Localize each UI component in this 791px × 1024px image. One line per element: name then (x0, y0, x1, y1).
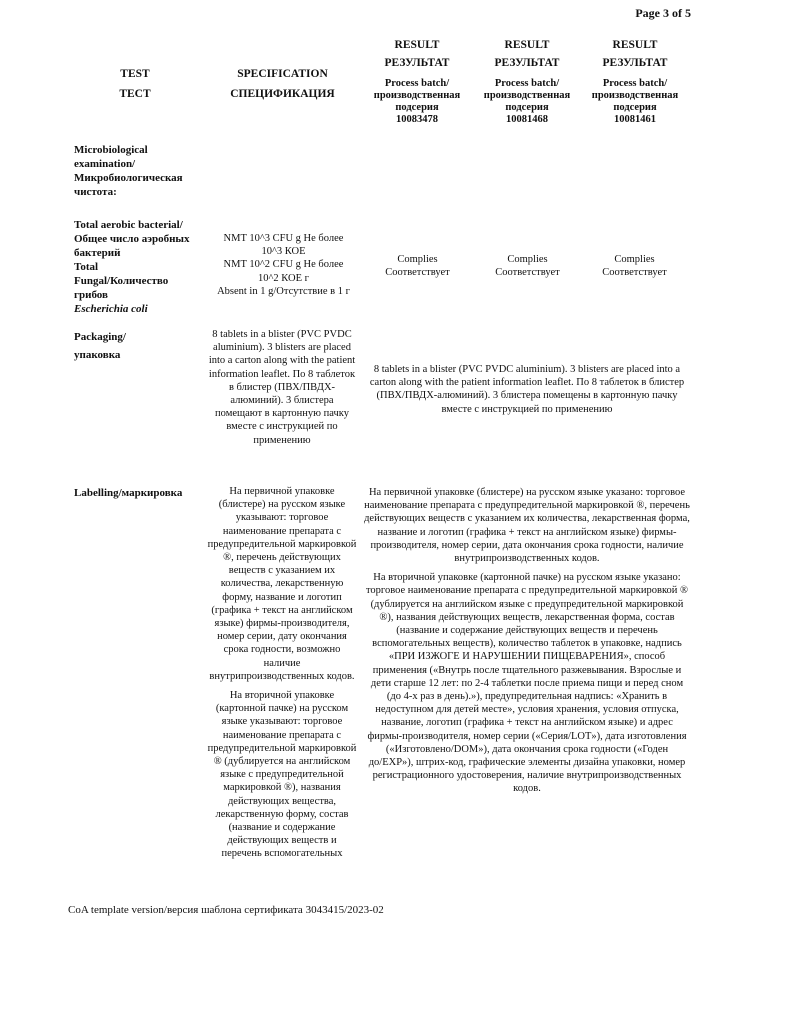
batch-number: 10081461 (614, 114, 656, 125)
page-number: Page 3 of 5 (635, 6, 691, 20)
packaging-spec: 8 tablets in a blister (PVC PVDC aluminium). 3 blisters are placed into a carton along with the patient information leaflet. По 8 таблеток в блистер (ПВХ/ПВДХ-алюминий). 3 блистера помещают в картонную пачку вместе с инструкцией по применению (208, 329, 356, 446)
packaging-label: Packaging/ упаковка (74, 331, 126, 361)
aerobic-result-3: Complies Соответствует (602, 254, 667, 279)
aerobic-fungal-ecoli-label: Total aerobic bacterial/ Общее число аэробных бактерий Total Fungal/Количество грибов Escherichia coli (74, 219, 190, 315)
header-specification: SPECIFICATION СПЕЦИФИКАЦИЯ (230, 68, 335, 100)
batch-number: 10081468 (506, 114, 548, 125)
aerobic-spec: NMT 10^3 CFU g Не более 10^3 КОЕ NMT 10^2 CFU g Не более 10^2 КОЕ г Absent in 1 g/Отсутствие в 1 г (217, 233, 350, 297)
labelling-result-secondary: На вторичной упаковке (картонной пачке) на русском языке указано: торговое наименование препарата с предупредительной маркировкой ® (дублируется на английском языке с предупредительной маркировкой ®), названия действующих веществ, лекарственная форма, состав (название и содержание действующих веществ и перечень вспомогательных веществ), количество таблеток в упаковке, надпись «ПРИ ИЗЖОГЕ И НАРУШЕНИИ ПИЩЕВАРЕНИЯ», способ применения («Внутрь после тщательного разжевывания. Взрослые и дети старше 12 лет: по 2-4 таблетки после приема пищи и перед сном (до 4-х раз в день).»), предупредительная надпись: «Хранить в недоступном для детей месте», условия хранения, условия отпуска, название, логотип (графика + текст на английском языке) и адрес фирмы-производителя, номер серии («Серия/LOT»), дата изготовления («Изготовлено/DOM»), дата окончания срока годности («Годен до/EXP»), штрих-код, графические элементы дизайна упаковки, номер регистрационного удостоверения, наличие внутрипроизводственных кодов. (365, 572, 689, 795)
labelling-spec-secondary: На вторичной упаковке (картонной пачке) на русском языке указывают: торговое наименование препарата с предупредительной маркировкой ® (дублируется на английском языке с предупредительной маркировкой ®), названия действующих вещества, лекарственную форму, состав (название и содержание действующих веществ и перечень вспомогательных (207, 690, 357, 860)
header-result-3: RESULT РЕЗУЛЬТАТ Process batch/ производственная подсерия 10081461 (580, 38, 690, 126)
labelling-result (364, 486, 690, 802)
aerobic-result-2: Complies Соответствует (495, 254, 560, 279)
labelling-spec-primary: На первичной упаковке (блистере) на русском языке указывают: торговое наименование препарата с предупредительной маркировкой ®, перечень действующих веществ с указанием их количества, лекарственную форму, название и логотип (графика + текст на английском языке) фирмы-производителя, номер серии, дату окончания срока годности, возможно наличие внутрипроизводственных кодов. (207, 486, 357, 682)
microbiological-label: Microbiological examination/ Микробиологическая чистота: (74, 144, 183, 198)
batch-number: 10083478 (396, 114, 438, 125)
aerobic-result-1: Complies Соответствует (385, 254, 450, 279)
footer-template-version: CoA template version/версия шаблона сертификата 3043415/2023-02 (68, 904, 384, 916)
labelling-spec (206, 485, 358, 867)
header-result-1: RESULT РЕЗУЛЬТАТ Process batch/ производственная подсерия 10083478 (362, 38, 472, 126)
labelling-result-primary: На первичной упаковке (блистере) на русском языке указано: торговое наименование препарата с предупредительной маркировкой ®, перечень действующих веществ с указанием их количества, лекарственная форма, название и логотип (графика + текст на английском языке) фирмы-производителя, номер серии, дата окончания срока годности, наличие внутрипроизводственных кодов. (364, 487, 690, 565)
header-test: TEST ТЕСТ (119, 68, 151, 100)
header-result-2: RESULT РЕЗУЛЬТАТ Process batch/ производственная подсерия 10081468 (472, 38, 582, 126)
packaging-result: 8 tablets in a blister (PVC PVDC aluminium). 3 blisters are placed into a carton along with the patient information leaflet. По 8 таблеток в блистер (ПВХ/ПВДХ-алюминий). 3 блистера помещены в картонную пачку вместе с инструкцией по применению (369, 364, 685, 415)
labelling-label: Labelling/маркировка (74, 487, 183, 499)
